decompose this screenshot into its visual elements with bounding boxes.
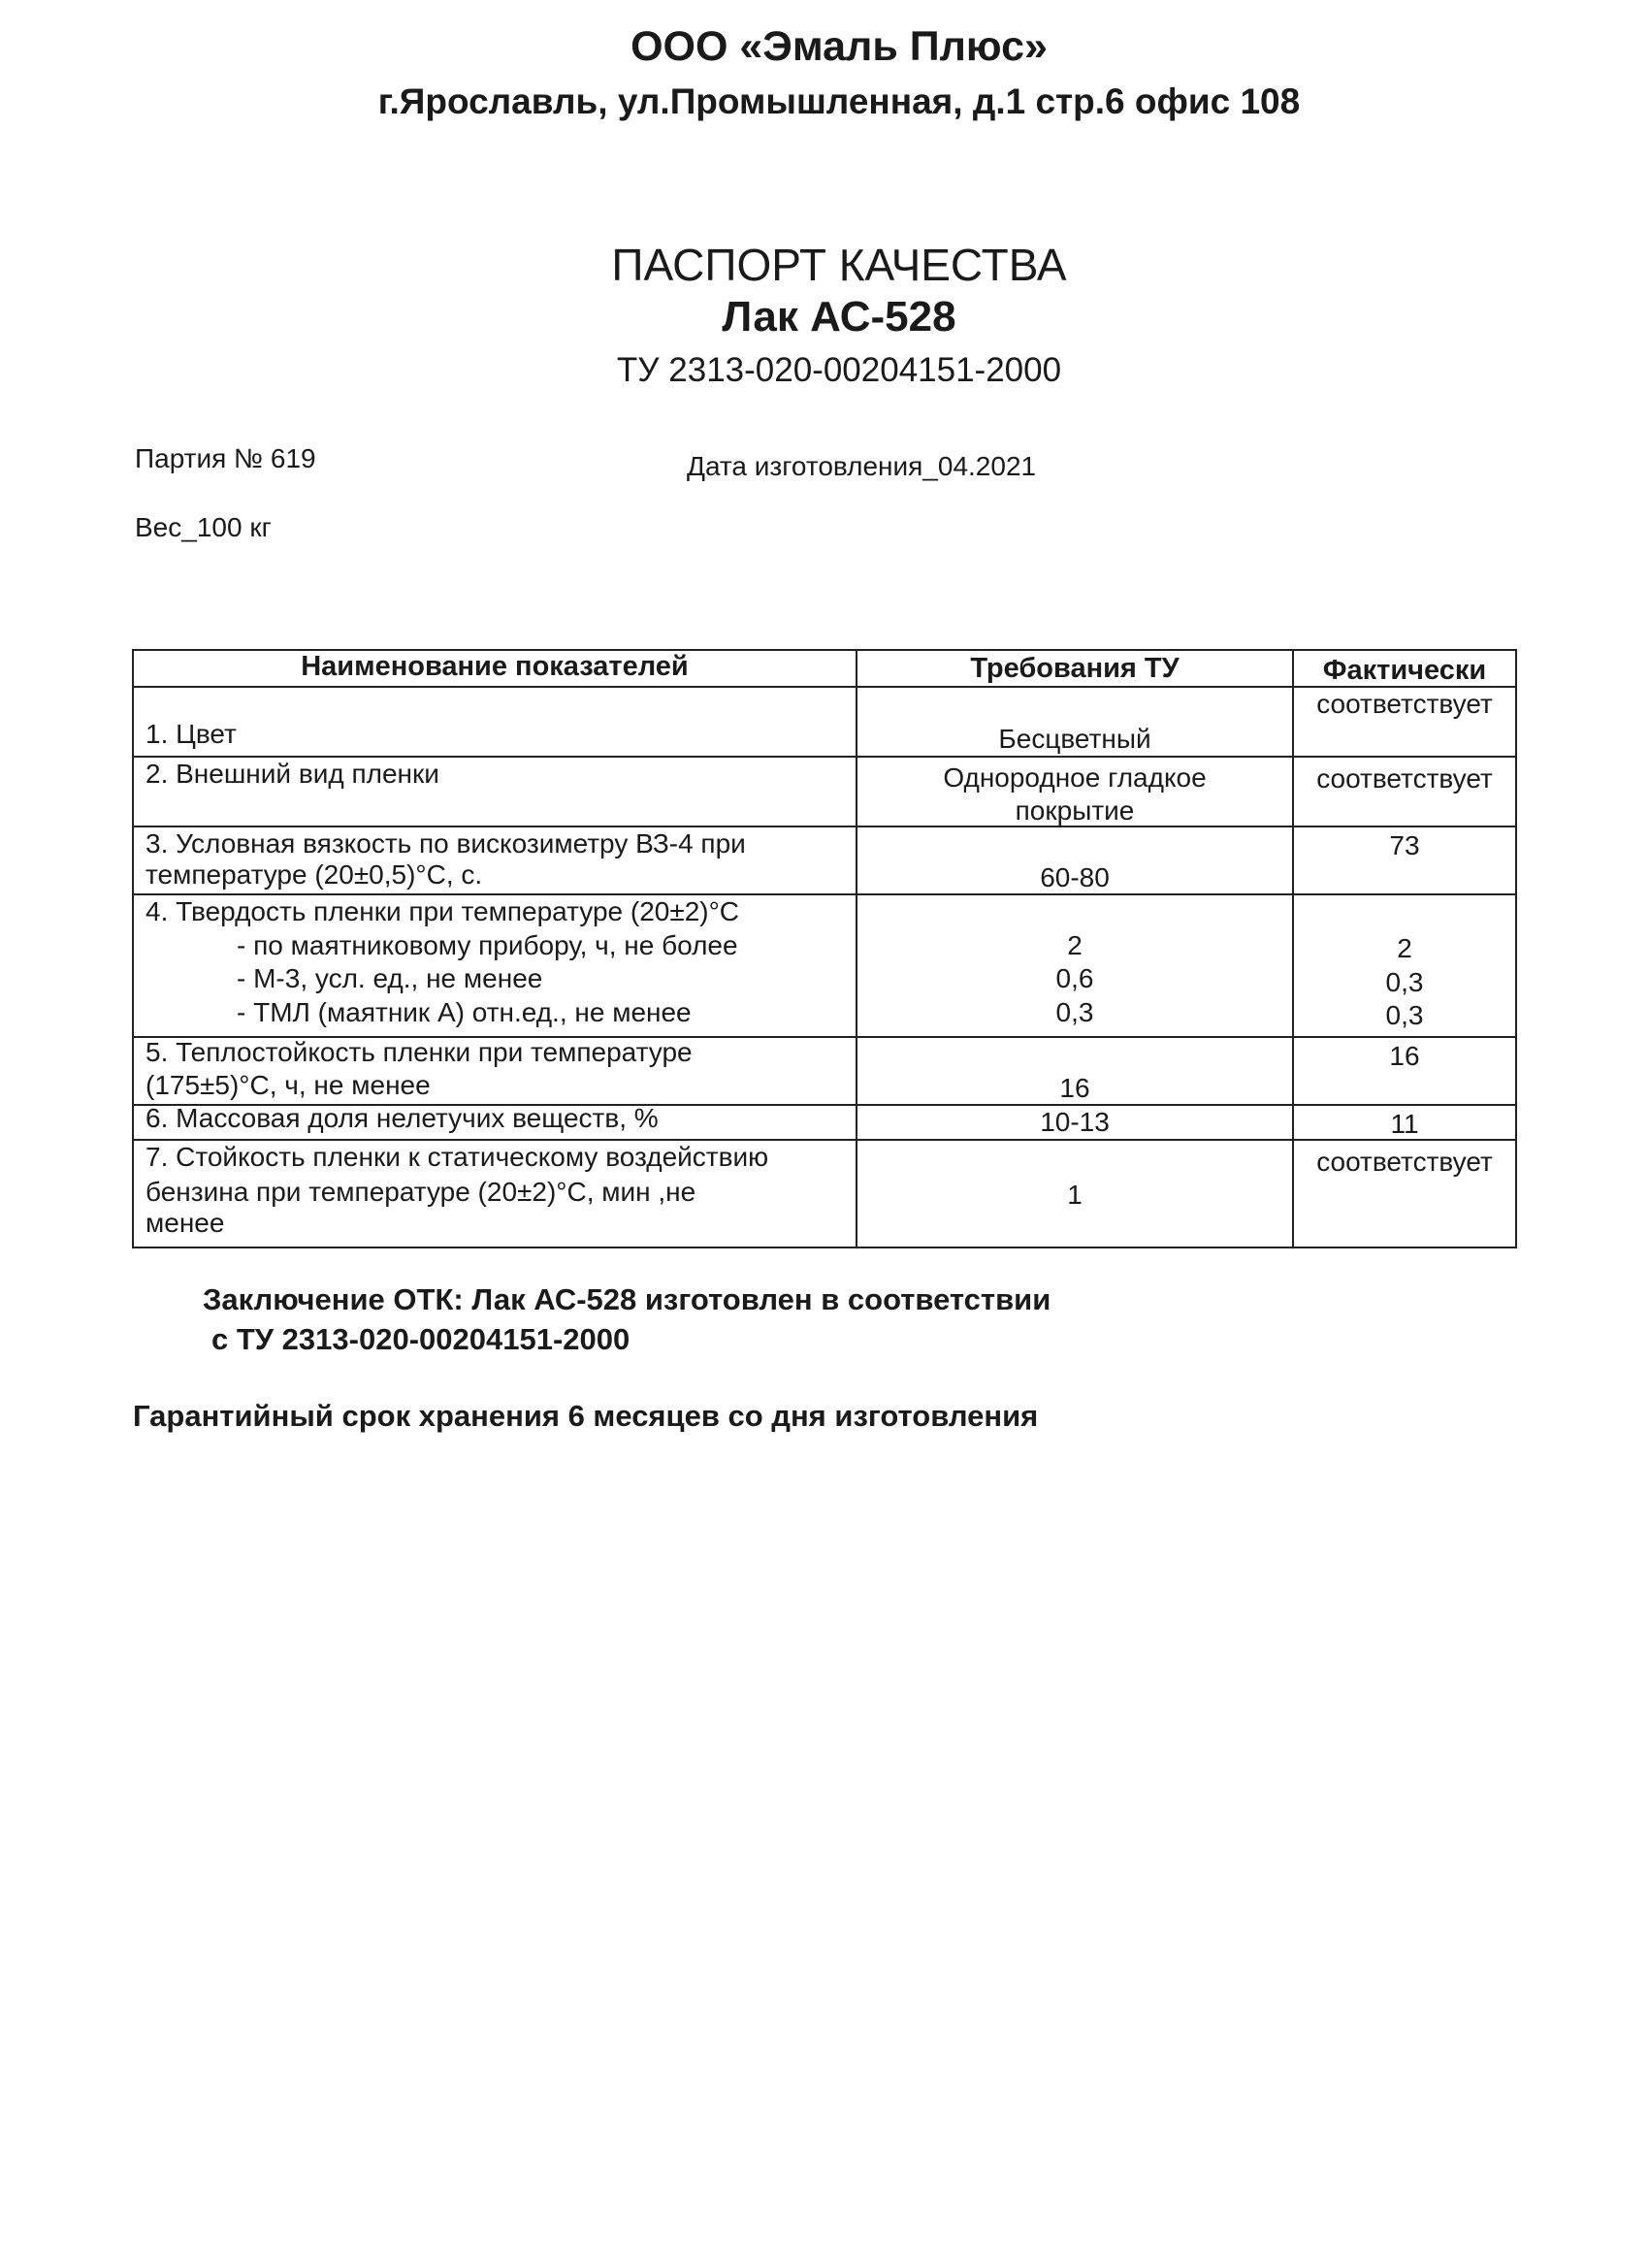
row-7-name: бензина при температуре (20±2)°С, мин ,не: [146, 1177, 696, 1207]
manufacture-date: Дата изготовления_04.2021: [687, 451, 1037, 481]
qc-conclusion: Заключение ОТК: Лак АС-528 изготовлен в соответствии: [203, 1282, 1051, 1316]
row-5-name: (175±5)°С, ч, не менее: [146, 1070, 431, 1100]
quality-table: [132, 649, 1517, 1248]
row-4-requirement: 0,3: [1055, 997, 1094, 1027]
header-indicator-name: Наименование показателей: [301, 651, 689, 682]
row-1-name: 1. Цвет: [146, 719, 237, 749]
row-4-subitem: - ТМЛ (маятник А) отн.ед., не менее: [237, 997, 692, 1027]
row-5-requirement: 16: [1059, 1073, 1090, 1103]
row-7-name: менее: [146, 1208, 225, 1238]
row-4-name: 4. Твердость пленки при температуре (20±2)°С: [146, 896, 740, 926]
row-6-requirement: 10-13: [1040, 1107, 1110, 1137]
warranty-note: Гарантийный срок хранения 6 месяцев со дня изготовления: [133, 1399, 1039, 1433]
row-7-requirement: 1: [1067, 1180, 1083, 1210]
row-4-subitem: - по маятниковому прибору, ч, не более: [237, 930, 738, 960]
row-4-actual: 2: [1397, 933, 1412, 963]
batch-weight: Вес_100 кг: [135, 512, 272, 542]
row-7-actual: соответствует: [1316, 1147, 1493, 1177]
product-name: Лак АС-528: [722, 293, 956, 340]
row-3-actual: 73: [1389, 830, 1420, 860]
row-4-actual: 0,3: [1385, 1000, 1424, 1030]
batch-number: Партия № 619: [135, 443, 316, 473]
specification-code: ТУ 2313-020-00204151-2000: [616, 351, 1062, 389]
table-border-left: [132, 649, 134, 1248]
qc-conclusion-spec: с ТУ 2313-020-00204151-2000: [211, 1322, 630, 1356]
row-3-name: 3. Условная вязкость по вискозиметру ВЗ-4 при: [146, 828, 746, 859]
row-6-name: 6. Массовая доля нелетучих веществ, %: [146, 1103, 659, 1133]
row-2-requirement: Однородное гладкое: [943, 762, 1207, 793]
row-1-requirement: Бесцветный: [998, 724, 1151, 754]
row-4-requirement: 0,6: [1055, 963, 1094, 993]
row-3-requirement: 60-80: [1040, 862, 1110, 892]
row-3-name: температуре (20±0,5)°С, с.: [146, 859, 483, 890]
company-address: г.Ярославль, ул.Промышленная, д.1 стр.6 офис 108: [377, 81, 1301, 121]
row-7-name: 7. Стойкость пленки к статическому воздействию: [146, 1142, 769, 1172]
row-4-subitem: - М-3, усл. ед., не менее: [237, 963, 543, 993]
table-border-bottom: [132, 1247, 1517, 1248]
row-6-actual: 11: [1390, 1109, 1419, 1139]
row-2-requirement: покрытие: [1015, 795, 1135, 826]
header-actual: Фактически: [1322, 655, 1487, 686]
row-1-actual: соответствует: [1316, 689, 1493, 719]
header-requirements: Требования ТУ: [970, 653, 1180, 684]
row-5-name: 5. Теплостойкость пленки при температуре: [146, 1037, 693, 1067]
row-4-actual: 0,3: [1385, 967, 1424, 997]
document-title: ПАСПОРТ КАЧЕСТВА: [611, 240, 1067, 290]
company-name: ООО «Эмаль Плюс»: [630, 23, 1048, 70]
row-4-requirement: 2: [1067, 930, 1083, 960]
row-2-actual: соответствует: [1316, 763, 1493, 794]
row-5-actual: 16: [1389, 1041, 1420, 1071]
row-2-name: 2. Внешний вид пленки: [146, 759, 439, 789]
table-border-right: [1515, 649, 1517, 1248]
